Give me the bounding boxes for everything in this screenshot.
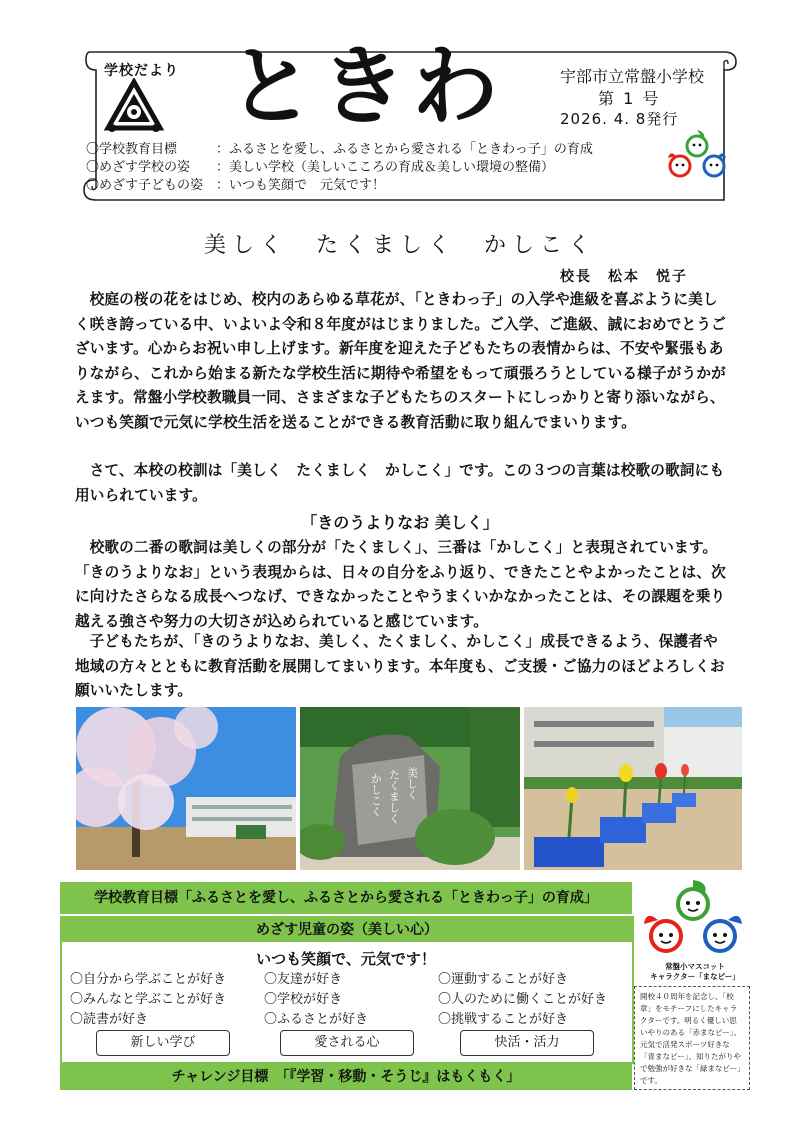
article-paragraph: 校歌の二番の歌詞は美しくの部分が「たくましく」、三番は「かしこく」と表現されています。「きのうよりなお」という表現からは、日々の自分をふり返り、できたことやよかったことは、次に向けたさらなる成長へつなげ、できなかったことやうまくいかなかったことは、その課題を乗り越える強さや努力の大切さが込められていると感じています。 — [75, 539, 726, 630]
article-subheading: 「きのうよりなお 美しく」 — [301, 513, 499, 532]
article-heading: 美しく たくましく かしこく — [203, 233, 596, 258]
photo-tulip-planters — [524, 707, 742, 870]
goal-slogan: いつも笑顔で、元気です！ — [256, 950, 436, 968]
stone-text: かしこく — [369, 773, 383, 817]
mascot-small-icon — [666, 128, 728, 182]
article-paragraph: 校庭の桜の花をはじめ、校内のあらゆる草花が、「ときわっ子」の入学や進級を喜ぶように美しく咲き誇っている中、いよいよ令和８年度がはじまりました。ご入学、ご進級、誠におめでとうございます。心からお祝い申し上げます。新年度を迎えた子どもたちの表情からは、不安や緊張もありながら、これから始まる新たな学校生活に期待や希望をもって頑張ろうとしている様子がうかがえます。常盤小学校教職員一同、さまざまな子どもたちのスタートにしっかりと寄り添いながら、いつも笑顔で元気に学校生活を送ることができる教育活動に取り組んでまいります。 — [75, 291, 726, 431]
mascot-caption-line: 常盤小マスコット — [665, 962, 725, 971]
goal-item: 〇挑戦することが好き — [438, 1012, 569, 1027]
stone-text: たくましく — [387, 769, 401, 824]
goal-sep: ： — [216, 142, 230, 157]
photo-cherry-blossom — [76, 707, 296, 870]
goal-text: ふるさとを愛し、ふるさとから愛される「ときわっ子」の育成 — [229, 142, 593, 157]
header-goal-line — [86, 156, 554, 175]
stone-text: 美しく — [405, 767, 419, 800]
goal-column — [438, 970, 607, 1030]
article-paragraph: さて、本校の校訓は「美しく たくましく かしこく」です。この３つの言葉は校歌の歌詞にも用いられています。 — [75, 462, 725, 504]
publish-date: 2026. 4. 8発行 — [560, 110, 679, 128]
mascot-caption-line: キャラクター「まなピー」 — [650, 972, 740, 981]
student-goal-subbar: めざす児童の姿（美しい心） — [62, 918, 632, 942]
goal-button-beloved-heart: 愛される心 — [280, 1030, 414, 1056]
header-goal-line — [86, 138, 593, 157]
article-paragraph: 子どもたちが、「きのうよりなお、美しく、たくましく、かしこく」成長できるよう、保護者や地域の方々とともに教育活動を展開してまいります。本年度も、ご支援・ご協力のほどよろしくお願いいたします。 — [75, 633, 725, 699]
newsletter-title: ときわ — [228, 37, 504, 137]
school-name: 宇部市立常盤小学校 — [560, 67, 705, 86]
goal-item: 〇人のために働くことが好き — [438, 992, 608, 1007]
article-author: 校長 松本 悦子 — [560, 269, 688, 285]
photo-stone-monument — [300, 707, 520, 870]
school-goal-bar: 学校教育目標「ふるさとを愛し、ふるさとから愛される「ときわっ子」の育成」 — [60, 882, 632, 914]
goal-button-new-learning: 新しい学び — [96, 1030, 230, 1056]
goal-column — [264, 970, 368, 1030]
goal-sep: ： — [216, 178, 230, 193]
goal-label: 〇めざす子どもの姿 — [86, 178, 204, 193]
goal-sep: ： — [216, 160, 230, 175]
school-emblem-icon — [104, 78, 164, 134]
issue-number: 第 1 号 — [598, 89, 661, 108]
goal-item: 〇読書が好き — [70, 1012, 149, 1027]
goal-text: いつも笑顔で 元気です！ — [229, 178, 386, 193]
mascot-caption — [640, 962, 750, 982]
goal-text: 美しい学校（美しいこころの育成＆美しい環境の整備） — [229, 160, 555, 175]
goal-item: 〇自分から学ぶことが好き — [70, 972, 227, 987]
goal-item: 〇みんなと学ぶことが好き — [70, 992, 227, 1007]
goal-column — [70, 970, 226, 1030]
challenge-goal-bar: チャレンジ目標 「『学習・移動・そうじ』はもくもく」 — [60, 1064, 632, 1090]
newsletter-label: 学校だより — [104, 63, 179, 79]
goal-button-vitality: 快活・活力 — [460, 1030, 594, 1056]
mascot-manapi-icon — [638, 876, 748, 962]
goal-item: 〇運動することが好き — [438, 972, 569, 987]
goal-label: 〇めざす学校の姿 — [86, 160, 191, 175]
header-goal-line — [86, 174, 385, 193]
goal-item: 〇友達が好き — [264, 972, 343, 987]
goal-item: 〇ふるさとが好き — [264, 1012, 369, 1027]
mascot-description: 開校４０周年を記念し、「校章」をモチーフにしたキャラクターです。明るく優しい思いやりのある「赤まなピー」、元気で活発スポーツ好きな「青まなピー」、知りたがりやで勉強が好きな「緑まなピー」です。 — [634, 986, 750, 1090]
goal-label: 〇学校教育目標 — [86, 142, 178, 157]
goal-item: 〇学校が好き — [264, 992, 343, 1007]
